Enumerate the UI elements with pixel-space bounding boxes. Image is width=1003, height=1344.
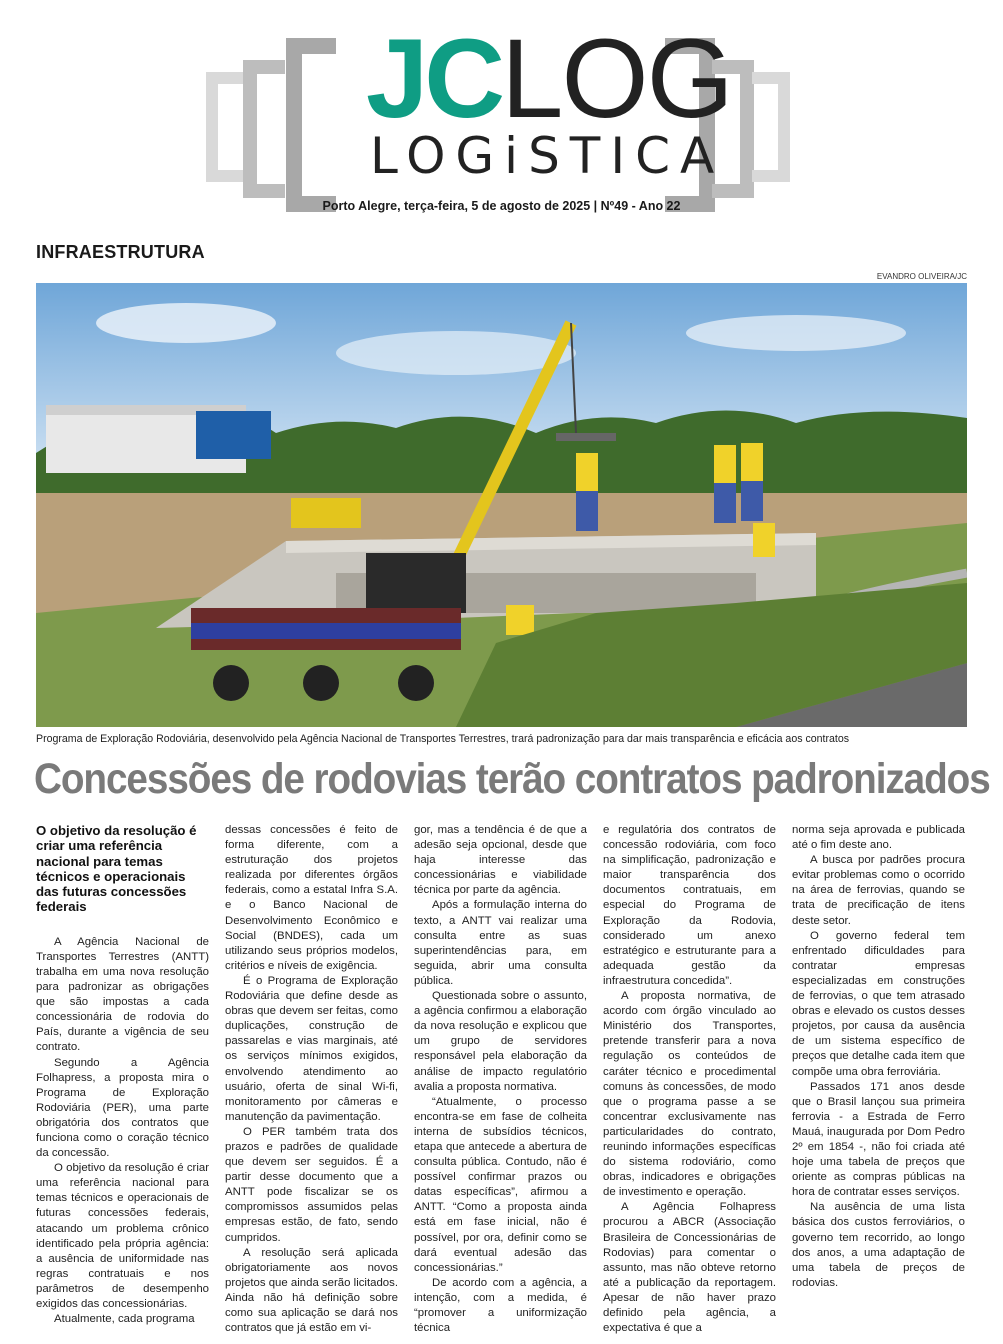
paragraph: norma seja aprovada e publicada até o fim deste ano. (792, 824, 965, 852)
paragraph: É o Programa de Exploração Rodoviária que define desde as obras que devem ser feitas, como duplicações, construção de passarelas e vias marginais, até os serviços mínimos exigidos, envolvendo atendimento ao usuário, oferta de sinal Wi-fi, monitoramento por câmeras e manutenção da pavimentação. (225, 974, 398, 1123)
article-subheadline: O objetivo da resolução é criar uma referência nacional para temas técnicos e operacionais das futuras concessões federais (36, 823, 197, 915)
jclog-logo[interactable] (366, 16, 732, 141)
paragraph: Atualmente, cada programa (54, 1313, 195, 1326)
logo-log-text: LOG (501, 16, 732, 141)
article-column-1 (36, 823, 209, 1327)
construction-scene-illustration (36, 283, 967, 727)
bracket-ornament-left-middle (243, 60, 285, 198)
paragraph: Na ausência de uma lista básica dos custos ferroviários, o governo tem recorrido, ao longo dos anos, a uma adaptação de uma tabela de preços de rodovias. (792, 1201, 965, 1289)
article-column-4 (603, 823, 776, 1336)
paragraph: A Agência Folhapress procurou a ABCR (Associação Brasileira de Concessionárias de Rodovias) para comentar o assunto, mas não obteve retorno até a publicação da reportagem. Apesar de não haver prazo definido pela agência, a expectativa é que a (603, 1201, 776, 1335)
bracket-ornament-right-outer (752, 72, 790, 182)
bracket-ornament-left-outer (206, 72, 244, 182)
paragraph: e regulatória dos contratos de concessão rodoviária, com foco na simplificação, padronização e maior transparência dos documentos contratuais, em especial do Programa de Exploração da Rodovia, considerado um anexo estratégico e estruturante para a adequada gestão da infraestrutura concedida”. (603, 824, 776, 987)
paragraph: De acordo com a agência, a intenção, com a medida, é “promover a uniformização técnica (414, 1276, 587, 1335)
paragraph: O governo federal tem enfrentado dificuldades para contratar empresas especializadas em construções de ferrovias, o que tem atrasado obras e elevado os custos desses projetos, por causa da ausência de um sistema específico de preços que detalhe cada item que compõe uma obra ferroviária. (792, 929, 965, 1078)
article-column-2 (225, 823, 398, 1336)
paragraph: Passados 171 anos desde que o Brasil lançou sua primeira ferrovia - a Estrada de Ferro Mauá, inaugurada por Dom Pedro 2º em 1854 -, não foi criada até hoje uma tabela de preços que oriente as compras públicas na hora de contratar esses serviços. (792, 1080, 965, 1199)
article-headline: Concessões de rodovias terão contratos padronizados (34, 755, 990, 803)
paragraph: Após a formulação interna do texto, a ANTT vai realizar uma consulta entre as suas superintendências para, em seguida, abrir uma consulta pública. (414, 899, 587, 987)
paragraph: O objetivo da resolução é criar uma referência nacional para temas técnicos e operacionais de futuras concessões federais, atacando um problema crônico identificado pela própria agência: a ausência de uniformidade nas regras contratuais e nos parâmetros de desempenho exigidos das concessionárias. (36, 1162, 209, 1311)
article-column-3 (414, 823, 587, 1336)
paragraph: A busca por padrões procura evitar problemas como o ocorrido na área de ferrovias, quando se trata de precificação de itens deste setor. (792, 854, 965, 927)
bracket-ornament-left-inner (286, 38, 336, 212)
section-label: INFRAESTRUTURA (36, 242, 205, 262)
issue-dateline: Porto Alegre, terça-feira, 5 de agosto de 2025 | Nº49 - Ano 22 (322, 199, 681, 213)
article-photo (36, 283, 967, 727)
article-column-5 (792, 823, 965, 1291)
paragraph: Questionada sobre o assunto, a agência confirmou a elaboração da nova resolução e explicou que um grupo de servidores responsável pela elaboração da análise de impacto regulatório avalia a proposta normativa. (414, 990, 587, 1093)
paragraph: Segundo a Agência Folhapress, a proposta mira o Programa de Exploração Rodoviária (PER), uma parte obrigatória dos contratos que funciona como o coração técnico da concessão. (36, 1056, 209, 1160)
paragraph: “Atualmente, o processo encontra-se em fase de colheita interna de subsídios técnicos, etapa que antecede a abertura de consulta pública. Contudo, não é possível confirmar prazos ou datas específicas”, afirmou a ANTT. “Como a proposta ainda está em fase inicial, não é possível, por ora, definir como se dará eventual adesão das concessionárias.” (414, 1095, 587, 1274)
paragraph: A proposta normativa, de acordo com órgão vinculado ao Ministério dos Transportes, pretende transferir para a nova regulação os conteúdos de caráter técnico e procedimental comuns às concessões, de modo que o programa passe a se concentrar exclusivamente nas particularidades do contrato, reunindo informações específicas do sistema rodoviário, como obras, indicadores e obrigações de investimento e operação. (603, 990, 776, 1199)
paragraph: A resolução será aplicada obrigatoriamente aos novos projetos que ainda serão licitados. Ainda não há definição sobre como sua aplicação se dará nos contratos que já estão em vi- (225, 1246, 398, 1335)
paragraph: A Agência Nacional de Transportes Terrestres (ANTT) trabalha em uma nova resolução para padronizar as obrigações que são impostas a cada concessionária de rodovia do País, durante a vigência de seu contrato. (36, 935, 209, 1054)
logo-subtitle: LOGiSTICA (370, 127, 725, 185)
masthead (0, 0, 1003, 225)
paragraph: dessas concessões é feito de forma diferente, com a estruturação dos projetos realizada por diferentes órgãos federais, como a estatal Infra S.A. e o Banco Nacional de Desenvolvimento Econômico e Social (BNDES), cada um utilizando seus próprios modelos, critérios e níveis de exigência. (225, 824, 398, 972)
paragraph: O PER também trata dos prazos e padrões de qualidade que devem ser seguidos. É a partir desse documento que a ANTT pode fiscalizar se os compromissos assumidos pelas empresas estão, de fato, sendo cumpridos. (225, 1125, 398, 1244)
photo-credit: EVANDRO OLIVEIRA/JC (876, 272, 967, 281)
logo-jc-text: JC (366, 16, 502, 141)
photo-caption: Programa de Exploração Rodoviária, desenvolvido pela Agência Nacional de Transportes Terrestres, trará padronização para dar mais transparência e eficácia aos contratos (36, 733, 850, 745)
paragraph: gor, mas a tendência é de que a adesão seja opcional, desde que haja interesse das concessionárias e viabilidade técnica por parte da agência. (414, 824, 587, 897)
